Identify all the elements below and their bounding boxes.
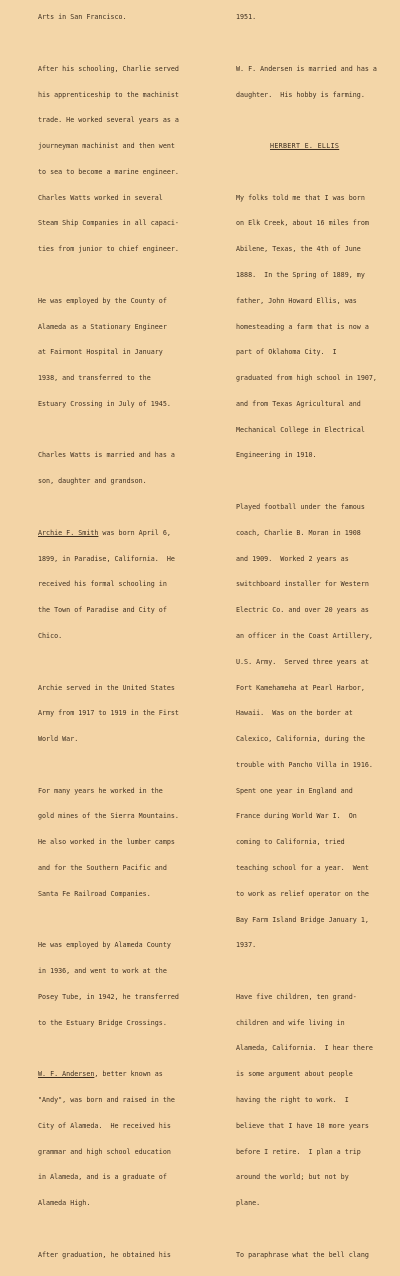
smith-line: and for the Southern Pacific and (38, 863, 167, 872)
watts-line: Charles Watts worked in several (38, 193, 163, 202)
smith-name: Archie F. Smith (38, 528, 99, 537)
watts-line: Alameda as a Stationary Engineer (38, 322, 167, 331)
smith-first-line-text: was born April 6, (98, 528, 171, 537)
ellis-line: coming to California, tried (236, 838, 345, 847)
ellis-line: trouble with Pancho Villa in 1916. (236, 760, 373, 769)
ellis-line: children and wife living in (236, 1018, 345, 1027)
smith-line: He also worked in the lumber camps (38, 838, 175, 847)
ellis-line: teaching school for a year. Went (236, 863, 369, 872)
ellis-line: switchboard installer for Western (236, 580, 369, 589)
ellis-line: Bay Farm Island Bridge January 1, (236, 915, 369, 924)
smith-line: Archie served in the United States (38, 683, 175, 692)
ellis-heading-line (236, 142, 377, 151)
watts-line: trade. He worked several years as a (38, 116, 179, 125)
ellis-line: France during World War I. On (236, 812, 357, 821)
smith-line: 1899, in Paradise, California. He (38, 554, 175, 563)
ellis-line: My folks told me that I was born (236, 193, 365, 202)
andersen-line: City of Alameda. He received his (38, 1121, 171, 1130)
ellis-line: To paraphrase what the bell clang (236, 1250, 369, 1259)
watts-line: 1938, and transferred to the (38, 374, 151, 383)
smith-line: the Town of Paradise and City of (38, 606, 167, 615)
ellis-line: 1888. In the Spring of 1889, my (236, 271, 365, 279)
ellis-line: before I retire. I plan a trip (236, 1147, 361, 1156)
andersen-line: in Alameda, and is a graduate of (38, 1173, 167, 1182)
right-column (236, 0, 377, 1276)
ellis-line: graduated from high school in 1907, (236, 374, 377, 383)
smith-line: Posey Tube, in 1942, he transferred (38, 992, 179, 1001)
smith-line: to the Estuary Bridge Crossings. (38, 1018, 167, 1027)
left-column (38, 0, 179, 1276)
smith-line: received his formal schooling in (38, 580, 167, 589)
andersen-first-line (38, 1070, 179, 1079)
ellis-line: Spent one year in England and (236, 786, 353, 795)
ellis-line: Abilene, Texas, the 4th of June (236, 245, 361, 254)
right-top-fragment: 1951. (236, 13, 257, 22)
watts-line: He was employed by the County of (38, 296, 167, 305)
ellis-line: and from Texas Agricultural and (236, 399, 361, 408)
ellis-line: coach, Charlie B. Moran in 1908 (236, 528, 361, 537)
ellis-line: on Elk Creek, about 16 miles from (236, 219, 369, 228)
ellis-line: Mechanical College in Electrical (236, 425, 365, 434)
ellis-line: believe that I have 10 more years (236, 1121, 369, 1130)
ellis-line: Alameda, California. I hear there (236, 1044, 373, 1053)
andersen-name: W. F. Andersen (38, 1070, 95, 1079)
watts-line: Charles Watts is married and has a (38, 451, 175, 460)
watts-line: After his schooling, Charlie served (38, 64, 179, 73)
watts-line: Estuary Crossing in July of 1945. (38, 399, 171, 408)
ellis-line: father, John Howard Ellis, was (236, 296, 357, 305)
watts-line: ties from junior to chief engineer. (38, 245, 179, 254)
ellis-line: U.S. Army. Served three years at (236, 657, 369, 666)
andersen-first-line-text: , better known as (94, 1070, 163, 1079)
andersen-married-line: daughter. His hobby is farming. (236, 90, 365, 99)
ellis-line: to work as relief operator on the (236, 889, 369, 898)
andersen-line: After graduation, he obtained his (38, 1250, 171, 1259)
smith-line: He was employed by Alameda County (38, 941, 171, 950)
ellis-line: Played football under the famous (236, 503, 365, 512)
smith-line: Army from 1917 to 1919 in the First (38, 709, 179, 718)
andersen-line: "Andy", was born and raised in the (38, 1096, 175, 1104)
ellis-line: is some argument about people (236, 1070, 353, 1079)
watts-line: journeyman machinist and then went (38, 142, 175, 151)
ellis-line: Fort Kamehameha at Pearl Harbor, (236, 683, 365, 692)
smith-line: gold mines of the Sierra Mountains. (38, 812, 179, 821)
ellis-line: part of Oklahoma City. I (236, 348, 337, 357)
ellis-heading: HERBERT E. ELLIS (270, 142, 340, 151)
ellis-line: Have five children, ten grand- (236, 992, 357, 1001)
ellis-line: and 1909. Worked 2 years as (236, 554, 349, 563)
smith-line: World War. (38, 735, 79, 744)
ellis-line: 1937. (236, 941, 257, 950)
ellis-line: Electric Co. and over 20 years as (236, 606, 369, 615)
ellis-line: Engineering in 1910. (236, 451, 317, 460)
watts-line: his apprenticeship to the machinist (38, 90, 179, 99)
andersen-line: Alameda High. (38, 1199, 91, 1208)
smith-first-line (38, 529, 179, 538)
ellis-line: homesteading a farm that is now a (236, 322, 369, 331)
ellis-line: having the right to work. I (236, 1096, 349, 1104)
ellis-line: Hawaii. Was on the border at (236, 709, 353, 718)
andersen-line: grammar and high school education (38, 1147, 171, 1156)
andersen-married-line: W. F. Andersen is married and has a (236, 64, 377, 73)
ellis-line: plane. (236, 1199, 261, 1208)
watts-line: Steam Ship Companies in all capaci- (38, 219, 179, 228)
ellis-line: around the world; but not by (236, 1173, 349, 1182)
smith-line: Santa Fe Railroad Companies. (38, 889, 151, 898)
left-top-fragment: Arts in San Francisco. (38, 13, 127, 22)
watts-line: son, daughter and grandson. (38, 477, 147, 486)
smith-line: Chico. (38, 631, 63, 640)
smith-line: For many years he worked in the (38, 786, 163, 795)
watts-line: to sea to become a marine engineer. (38, 167, 179, 176)
smith-line: in 1936, and went to work at the (38, 967, 167, 976)
ellis-line: an officer in the Coast Artillery, (236, 631, 373, 640)
ellis-line: Calexico, California, during the (236, 735, 365, 744)
watts-line: at Fairmont Hospital in January (38, 348, 163, 357)
